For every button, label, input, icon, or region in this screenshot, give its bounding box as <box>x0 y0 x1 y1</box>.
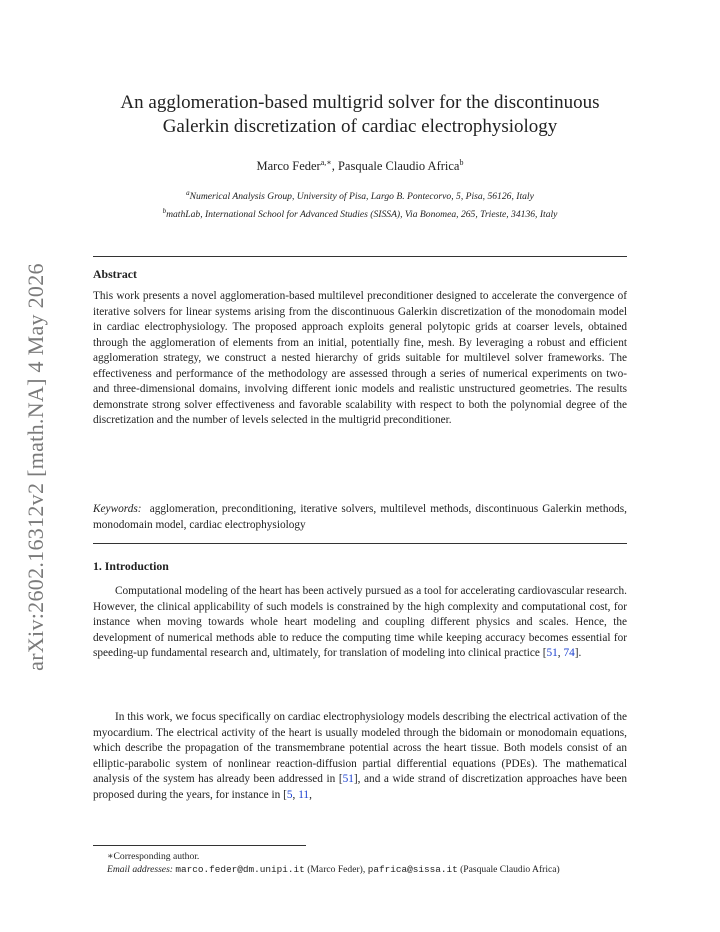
author-list <box>93 158 627 174</box>
affiliation-mark: a <box>186 189 190 197</box>
affiliation-text: Numerical Analysis Group, University of Pisa, Largo B. Pontecorvo, 5, Pisa, 56126, Italy <box>189 191 534 203</box>
abstract-heading: Abstract <box>93 267 137 281</box>
citation-link[interactable]: 11 <box>298 788 310 801</box>
citation-separator: , <box>292 788 299 801</box>
citation-separator: , <box>557 647 564 659</box>
email-label: Email addresses: <box>107 864 173 875</box>
paragraph-text: In this work, we focus specifically on cardiac electrophysiology models describing the electrical activation of the myocardium. The electrical activity of the heart is usually modeled through the bidomain or monodomain equations, which describe the propagation of the transmembrane potential across the heart tissue. Both models consist of an elliptic-parabolic system of nonlinear reaction-diffusion partial differential equations (PDEs). The mathematical analysis of the system has already been addressed in [ <box>93 711 627 785</box>
affiliation <box>80 204 640 222</box>
arxiv-identifier: arXiv:2602.16312v2 [math.NA] 4 May 2026 <box>23 263 48 671</box>
email-owner: (Marco Feder), <box>304 864 368 875</box>
section-heading-introduction: 1. Introduction <box>93 559 169 573</box>
keywords-text: agglomeration, preconditioning, iterative solvers, multilevel methods, discontinuous Galerkin methods, monodomain model, cardiac electrophysiology <box>93 503 627 531</box>
citation-link[interactable]: 51 <box>342 773 354 785</box>
affiliation <box>80 186 640 204</box>
email-owner: (Pasquale Claudio Africa) <box>457 864 560 875</box>
keywords-label: Keywords: <box>93 503 142 515</box>
email-address[interactable]: marco.feder@dm.unipi.it <box>175 864 305 875</box>
affiliations <box>80 186 640 222</box>
paragraph-text: Computational modeling of the heart has been actively pursued as a tool for accelerating cardiovascular research. However, the clinical applicability of such models is constrained by the high complexity and computational cost, for instance when moving towards whole heart modeling and coupling different physics and scales. Hence, the development of numerical methods able to reduce the computing time while keeping accuracy becomes essential for speeding-up fundamental research and, ultimately, for translation of modeling into clinical practice [ <box>93 585 627 659</box>
email-addresses <box>93 863 627 876</box>
corresponding-author-note: ∗Corresponding author. <box>107 851 200 862</box>
email-address[interactable]: pafrica@sissa.it <box>367 864 458 875</box>
author-separator: , <box>331 159 338 174</box>
keywords <box>93 502 627 533</box>
footnote-rule <box>93 845 306 846</box>
paragraph-text: , <box>309 788 312 801</box>
paragraph-text: ]. <box>574 647 582 659</box>
footnote <box>93 850 627 876</box>
abstract-bottom-rule <box>93 543 627 544</box>
introduction-paragraph <box>93 710 627 803</box>
author-marks: b <box>459 158 464 167</box>
affiliation-text: mathLab, International School for Advanced Studies (SISSA), Via Bonomea, 265, Trieste, 34136, Italy <box>166 209 558 221</box>
author-marks: a,∗ <box>320 158 332 167</box>
author-name: Pasquale Claudio Africa <box>337 159 460 174</box>
paper-title: An agglomeration-based multigrid solver for the discontinuous Galerkin discretization of cardiac electrophysiology <box>120 92 600 137</box>
author-name: Marco Feder <box>256 159 321 174</box>
introduction-paragraph <box>93 584 627 662</box>
abstract-top-rule <box>93 256 627 257</box>
affiliation-mark: b <box>162 207 167 216</box>
citation-link[interactable]: 5 <box>286 788 293 801</box>
citation-link[interactable]: 51 <box>546 647 558 659</box>
paragraph-text: ], and a wide strand of discretization approaches have been proposed during the years, for instance in [ <box>93 773 628 801</box>
citation-link[interactable]: 74 <box>563 647 575 659</box>
abstract-body: This work presents a novel agglomeration-based multilevel preconditioner designed to accelerate the convergence of iterative solvers for linear systems arising from the discontinuous Galerkin discretization of the monodomain model in cardiac electrophysiology. The proposed approach exploits general polytopic grids at coarser levels, obtained through the agglomeration of elements from an initial, potentially fine, mesh. By leveraging a robust and efficient agglomeration strategy, we construct a nested hierarchy of grids suitable for multilevel solver frameworks. The effectiveness and performance of the methodology are assessed through a series of numerical experiments on two- and three-dimensional domains, involving different ionic models and realistic unstructured geometries. The results demonstrate strong solver effectiveness and favorable scalability with respect to both the polynomial degree of the discretization and the number of levels selected in the multigrid preconditioner. <box>93 290 627 426</box>
